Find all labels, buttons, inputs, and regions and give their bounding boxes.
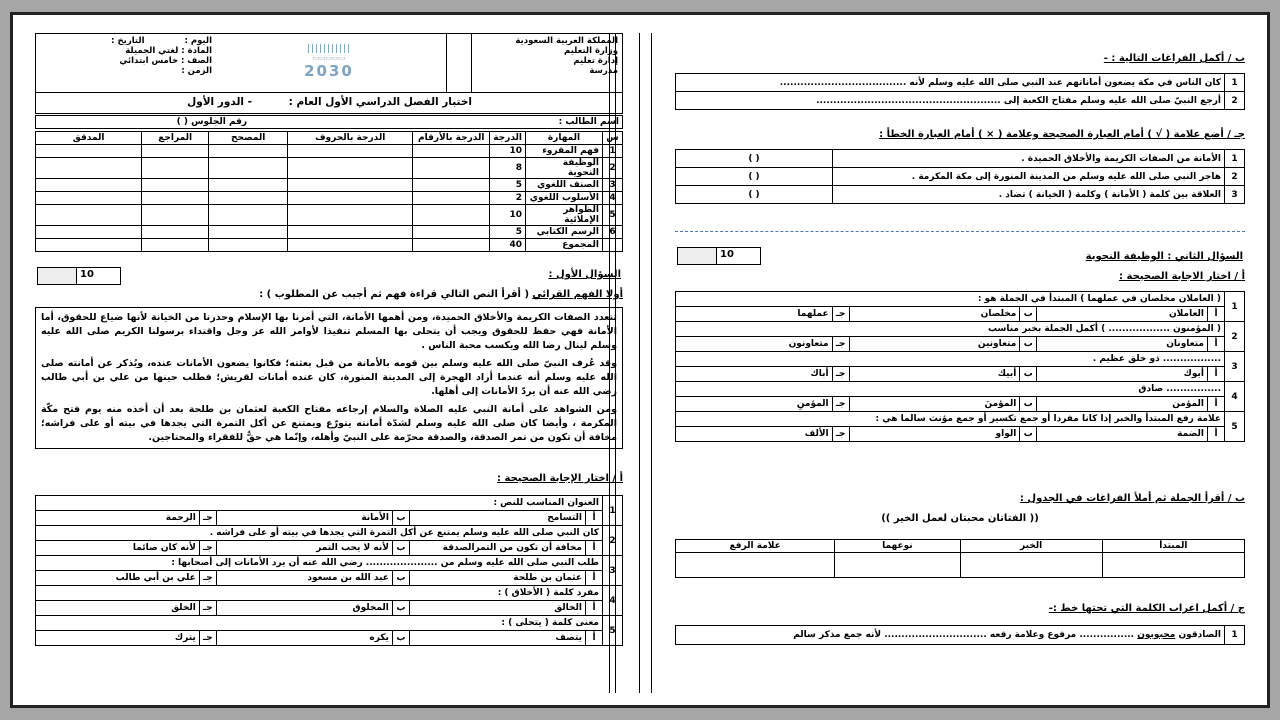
tf-title-row <box>675 129 1245 140</box>
mcq-question: العنوان المناسب للنص : <box>36 496 603 511</box>
ministry-block <box>515 36 618 76</box>
mcq-options-row: أ أبوك ب أبيك جـ أباك <box>676 367 1245 382</box>
option-c[interactable]: أباك <box>676 367 833 382</box>
tf-answer-1[interactable]: ( ) <box>676 150 833 168</box>
option-c[interactable]: الرحمة <box>36 511 200 526</box>
table-row: 6 الرسم الكتابي 5 <box>36 226 623 239</box>
exam-paper <box>10 12 1270 708</box>
mcq-question-row: 5 معنى كلمة ( يتحلى ) : <box>36 616 623 631</box>
mcq-question-row: 3 طلب النبي صلى الله عليه وسلم من ..................... رضي الله عنه أن يرد الأمانات إلى أصحابها : <box>36 556 623 571</box>
page-divider <box>651 33 652 693</box>
parse-title-row <box>675 603 1245 614</box>
q2-mcq-table <box>675 291 1245 442</box>
fill-blank-1[interactable]: كان الناس في مكة يضعون أماناتهم عند النبي صلى الله عليه وسلم لأنه ..................................... <box>676 74 1225 92</box>
option-b[interactable]: يكره <box>216 631 392 646</box>
mcq-question-row: 4 مفرد كلمة ( الأخلاق ) : <box>36 586 623 601</box>
day-label: اليوم : <box>184 36 212 46</box>
exam-info-block <box>42 36 212 76</box>
q1-choose-title: أ / اختار الإجابة الصحيحة : <box>497 473 623 484</box>
table-row: 4 الأسلوب اللغوي 2 <box>36 192 623 205</box>
option-a[interactable]: المؤمن <box>1037 397 1208 412</box>
answer-cell[interactable] <box>676 553 835 578</box>
option-a[interactable]: مخافة أن تكون من التمرالصدقة <box>409 541 585 556</box>
school-text: مدرسة <box>589 66 618 76</box>
mcq-options-row: أ متعاونان ب متعاونين جـ متعاونون <box>676 337 1245 352</box>
col-type: نوعهما <box>835 540 960 553</box>
table-task-sentence: (( الفتاتان محبتان لعمل الخير )) <box>881 513 1039 524</box>
grade-text: الصف : خامس ابتدائي <box>119 56 212 66</box>
mcq-question-row: 2 كان النبي صلى الله عليه وسلم يمتنع عن أكل التمرة التي يجدها في بيته أو على فراشه . <box>36 526 623 541</box>
q2-title-row <box>675 247 1245 267</box>
q2-score-box: 10 <box>677 247 761 265</box>
ministry-text: وزارة التعليم <box>564 46 618 56</box>
exam-sheet-page-1 <box>35 33 623 693</box>
table-task-title: ب / أقرأ الجملة ثم أملأ الفراغات في الجدول : <box>1019 493 1245 504</box>
mcq-question: علامة رفع المبتدأ والخبر إذا كانا مفردا أو جمع تكسير أو جمع مؤنث سالما هي : <box>676 412 1225 427</box>
subject-text: المادة : لغتي الجميلة <box>125 46 212 56</box>
table-row: 3 العلاقة بين كلمة ( الأمانة ) وكلمة ( الخيانة ) تضاد . ( ) <box>676 186 1245 204</box>
option-c[interactable]: يترك <box>36 631 200 646</box>
exam-round: - الدور الأول <box>187 96 252 108</box>
mcq-question: ................ صادق <box>676 382 1225 397</box>
tf-table <box>675 149 1245 204</box>
table-row <box>676 553 1245 578</box>
option-a[interactable]: عثمان بن طلحة <box>409 571 585 586</box>
time-text: الزمن : <box>181 66 212 76</box>
parsing-table <box>675 539 1245 578</box>
table-row: 2 هاجر النبي صلى الله عليه وسلم من المدينة المنورة إلى مكة المكرمة . ( ) <box>676 168 1245 186</box>
option-b[interactable]: المخلوق <box>216 601 392 616</box>
option-a[interactable]: الضمة <box>1037 427 1208 442</box>
option-a[interactable]: أبوك <box>1037 367 1208 382</box>
col-mubtada: المبتدأ <box>1102 540 1244 553</box>
page-divider <box>639 33 640 693</box>
mcq-options-row: أ المؤمن ب المؤمنَ جـ المؤمنِ <box>676 397 1245 412</box>
exam-header <box>35 33 623 119</box>
grades-col-digits: الدرجة بالأرقام <box>413 132 490 145</box>
option-b[interactable]: لأنه لا يحب التمر <box>216 541 392 556</box>
passage-paragraph: تتعدد الصفات الكريمة والأخلاق الحميدة، ومن أهمها الأمانة، التي أمرنا بها الإسلام وحذرنا من الخيانة لأنها ضياع للحقوق، أما الأمانة فهي حفظ للحقوق ويجب أن يتحلى بها المسلم تنفيذا لأوامر الله عز وجل واقتداء برسولنا الكريم صلى الله عليه وسلم لينال رضا الله ويكسب محبة الناس . <box>41 312 617 351</box>
parse-answer-field[interactable]: الصادقون محبوبون ................ مرفوع وعلامة رفعه .............................. لأنه جمع مذكر سالم <box>676 626 1225 645</box>
option-b[interactable]: الأمانة <box>216 511 392 526</box>
option-c[interactable]: متعاونون <box>676 337 833 352</box>
option-a[interactable]: يتصف <box>409 631 585 646</box>
kingdom-text: المملكة العربية السعودية <box>515 36 618 46</box>
option-b[interactable]: عبد الله بن مسعود <box>216 571 392 586</box>
mcq-options-row: أ الخالق ب المخلوق جـ الخلق <box>36 601 623 616</box>
table-row: 5 الظواهر الإملائية 10 <box>36 205 623 226</box>
grades-col-skill: المهارة <box>526 132 603 145</box>
answer-cell[interactable] <box>960 553 1102 578</box>
mcq-options-row: أ عثمان بن طلحة ب عبد الله بن مسعود جـ علي بن أبي طالب <box>36 571 623 586</box>
passage-paragraph: وقد عُرف النبيّ صلى الله عليه وسلم بين قومه بالأمانة من قبل بعثته؛ فكانوا يضعون الأمانات عنده، ويُذكر عن أمانته صلى الله عليه وسلم أنه عندما أراد الهجرة إلى المدينة المنورة، كان عنده أمانات لقريش؛ فطلب حينها من علي بن أبي طالب رضي الله عنه أن يردّ الأمانات إلى أهلها. <box>41 358 617 397</box>
option-c[interactable]: لأنه كان صائما <box>36 541 200 556</box>
reading-title: أولا الفهم القرائي <box>532 289 623 300</box>
mcq-options-row: أ الضمة ب الواو جـ الألف <box>676 427 1245 442</box>
q1-mcq-table <box>35 495 623 646</box>
table-row: 1 الأمانة من الصفات الكريمة والأخلاق الحميدة . ( ) <box>676 150 1245 168</box>
parsing-header-row <box>676 540 1245 553</box>
mcq-question: معنى كلمة ( يتحلى ) : <box>36 616 603 631</box>
vision-2030-logo: ||||||||||| ▭▭▭▭▭ 2030 <box>304 44 354 80</box>
q2-title: السؤال الثاني : الوظيفة النحوية <box>1085 251 1243 262</box>
admin-text: إدارة تعليم <box>573 56 618 66</box>
table-row: 1 فهم المقروء 10 <box>36 145 623 158</box>
option-b[interactable]: متعاونين <box>849 337 1020 352</box>
option-b[interactable]: مخلصان <box>849 307 1020 322</box>
header-box <box>35 33 623 93</box>
table-row: 3 الصنف اللغوي 5 <box>36 179 623 192</box>
option-b[interactable]: أبيك <box>849 367 1020 382</box>
mcq-question-row: 1 العنوان المناسب للنص : <box>36 496 623 511</box>
option-c[interactable]: الألف <box>676 427 833 442</box>
reading-title-row <box>35 289 623 300</box>
parse-title: ج / أكمل اعراب الكلمة التي تحتها خط :- <box>1048 603 1245 614</box>
grades-header-row <box>36 132 623 145</box>
seat-number-field[interactable]: رقم الجلوس ( ) <box>36 116 388 129</box>
q1-title: السؤال الأول : <box>548 269 621 280</box>
mcq-question-row: 5 علامة رفع المبتدأ والخبر إذا كانا مفردا أو جمع تكسير أو جمع مؤنث سالما هي : <box>676 412 1245 427</box>
option-a[interactable]: الخالق <box>409 601 585 616</box>
student-name-field[interactable]: اسم الطالب : <box>388 116 623 129</box>
mcq-options-row: أ يتصف ب يكره جـ يترك <box>36 631 623 646</box>
exam-sheet-page-2 <box>675 33 1245 693</box>
grades-col-auditor: المدقق <box>36 132 142 145</box>
option-a[interactable]: متعاونان <box>1037 337 1208 352</box>
date-label: التاريخ : <box>111 36 145 46</box>
grades-col-q: س <box>603 132 623 145</box>
mcq-question: طلب النبي صلى الله عليه وسلم من ..................... رضي الله عنه أن يرد الأمانات إلى أصحابها : <box>36 556 603 571</box>
answer-cell[interactable] <box>1102 553 1244 578</box>
table-task-title-row <box>675 493 1245 504</box>
q1-score-box: 10 <box>37 267 121 285</box>
mcq-question: مفرد كلمة ( الأخلاق ) : <box>36 586 603 601</box>
tf-title: جـ / أضع علامة ( √ ) أمام العبارة الصحيحة وعلامة ( × ) أمام العبارة الخطأ : <box>879 129 1245 140</box>
option-c[interactable]: الخلق <box>36 601 200 616</box>
table-row: 1 كان الناس في مكة يضعون أماناتهم عند النبي صلى الله عليه وسلم لأنه ..................................... <box>676 74 1245 92</box>
option-c[interactable]: علي بن أبي طالب <box>36 571 200 586</box>
reading-passage <box>35 307 623 449</box>
section-divider <box>675 231 1245 232</box>
q1-title-row <box>35 267 623 287</box>
table-row: 1 الصادقون محبوبون ................ مرفوع وعلامة رفعه .............................. لأنه جمع مذكر سالم <box>676 626 1245 645</box>
mcq-question: ( المؤمنون .................. ) أكمل الجملة بخبر مناسب <box>676 322 1225 337</box>
grades-col-reviewer: المراجع <box>142 132 209 145</box>
mcq-question-row: 4 ................ صادق <box>676 382 1245 397</box>
q2-choose-row <box>675 271 1245 282</box>
mcq-options-row: أ التسامح ب الأمانة جـ الرحمة <box>36 511 623 526</box>
passage-paragraph: ومن الشواهد على أمانة النبي عليه الصلاة والسلام إرجاعه مفتاح الكعبة لعثمان بن طلحة بعد أن أخذه منه يوم فتح مكّة المكرمة ، وأيضا كان صلى الله عليه وسلم لشدّة أمانته يتورّع ويمتنع عن أكل التمرة التي يجدها في بيته أو على فراشه؛ مخافة أن تكون من تمر الصدقة، والصدقة محرّمة على النبيّ وأهله، وإنّما هي حقٌّ للفقراء والمحتاجين. <box>41 404 617 443</box>
option-c[interactable]: المؤمنِ <box>676 397 833 412</box>
underlined-word: محبوبون <box>1137 630 1176 640</box>
fill-blank-2[interactable]: أرجع النبيّ صلى الله عليه وسلم مفتاح الكعبة إلى ...................................................... <box>676 92 1225 110</box>
exam-title-row <box>35 91 623 114</box>
exam-title: اختبار الفصل الدراسي الأول العام : <box>288 96 472 108</box>
option-c[interactable]: عملهما <box>676 307 833 322</box>
q1-choose-title-row <box>35 473 623 484</box>
option-a[interactable]: العاملان <box>1037 307 1208 322</box>
mcq-question: كان النبي صلى الله عليه وسلم يمتنع عن أكل التمرة التي يجدها في بيته أو على فراشه . <box>36 526 603 541</box>
mcq-options-row: أ العاملان ب مخلصان جـ عملهما <box>676 307 1245 322</box>
mcq-options-row: أ مخافة أن تكون من التمرالصدقة ب لأنه لا يحب التمر جـ لأنه كان صائما <box>36 541 623 556</box>
tf-answer-3[interactable]: ( ) <box>676 186 833 204</box>
option-a[interactable]: التسامح <box>409 511 585 526</box>
grades-total-row: المجموع 40 <box>36 239 623 252</box>
grades-col-score: الدرجة <box>490 132 526 145</box>
col-khabar: الخبر <box>960 540 1102 553</box>
parse-task-table <box>675 625 1245 645</box>
fill-title: ب / أكمل الفراغات التالية : - <box>1103 53 1245 64</box>
mcq-question: ................. ذو خلق عظيم . <box>676 352 1225 367</box>
mcq-question-row: 1 ( العاملان مخلصان في عملهما ) المبتدأ في الجملة هو : <box>676 292 1245 307</box>
student-info-row <box>35 115 623 129</box>
table-row: 2 أرجع النبيّ صلى الله عليه وسلم مفتاح الكعبة إلى ...................................................... <box>676 92 1245 110</box>
grades-table <box>35 131 623 252</box>
col-raf-sign: علامة الرفع <box>676 540 835 553</box>
mcq-question-row: 3 ................. ذو خلق عظيم . <box>676 352 1245 367</box>
reading-instructions: ( أقرأ النص التالي قراءة فهم ثم أجيب عن المطلوب ) : <box>259 289 530 300</box>
q2-choose-title: أ / اختار الاجابة الصحيحة : <box>1119 271 1245 282</box>
fill-table <box>675 73 1245 110</box>
option-b[interactable]: الواو <box>849 427 1020 442</box>
grades-col-corrector: المصحح <box>209 132 288 145</box>
grades-col-letters: الدرجة بالحروف <box>288 132 413 145</box>
fill-title-row <box>675 53 1245 64</box>
option-b[interactable]: المؤمنَ <box>849 397 1020 412</box>
mcq-question: ( العاملان مخلصان في عملهما ) المبتدأ في الجملة هو : <box>676 292 1225 307</box>
tf-answer-2[interactable]: ( ) <box>676 168 833 186</box>
table-row: 2 الوظيفة النحوية 8 <box>36 158 623 179</box>
answer-cell[interactable] <box>835 553 960 578</box>
mcq-question-row: 2 ( المؤمنون .................. ) أكمل الجملة بخبر مناسب <box>676 322 1245 337</box>
